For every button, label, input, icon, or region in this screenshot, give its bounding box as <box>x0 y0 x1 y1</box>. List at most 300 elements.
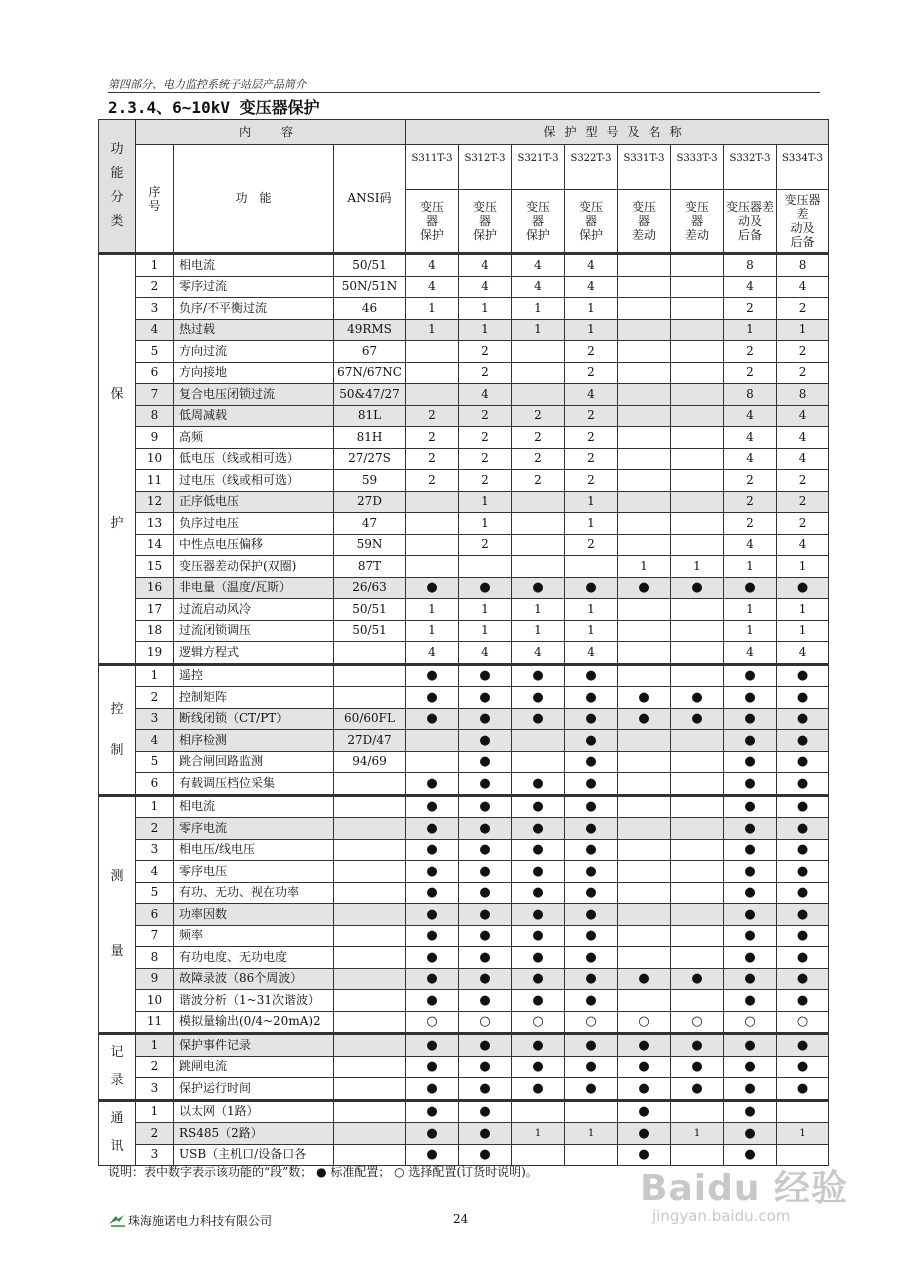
value-cell: 2 <box>459 341 512 363</box>
table-row <box>99 319 829 341</box>
value-cell: 1 <box>777 319 829 341</box>
header-func-class-char: 分 <box>110 190 124 205</box>
value-cell: ● <box>777 687 829 709</box>
category-char: 测 <box>110 869 124 885</box>
model-name-line: 器 <box>478 214 491 228</box>
function-cell: 零序电流 <box>174 818 334 840</box>
ansi-cell: 46 <box>334 298 406 320</box>
value-cell <box>618 448 671 470</box>
value-cell: 4 <box>406 254 459 277</box>
value-cell <box>777 1100 829 1123</box>
value-cell: 1 <box>777 556 829 578</box>
function-cell: 跳闸电流 <box>174 1056 334 1078</box>
value-cell <box>618 904 671 926</box>
value-cell: 4 <box>459 642 512 665</box>
function-cell: 保护事件记录 <box>174 1034 334 1057</box>
ansi-cell <box>334 882 406 904</box>
value-cell: ● <box>565 577 618 599</box>
value-cell: ● <box>724 990 777 1012</box>
value-cell: 2 <box>724 298 777 320</box>
value-cell: ● <box>406 577 459 599</box>
seq-cell: 2 <box>136 687 174 709</box>
function-cell: 有载调压档位采集 <box>174 773 334 796</box>
value-cell: ● <box>512 882 565 904</box>
value-cell: ● <box>406 947 459 969</box>
table-row <box>99 513 829 535</box>
category-char: 录 <box>110 1072 124 1088</box>
value-cell: ● <box>671 1078 724 1101</box>
function-cell: 低周减载 <box>174 405 334 427</box>
table-row <box>99 470 829 492</box>
model-code: S334T-3 <box>777 145 829 190</box>
header-function: 功 能 <box>174 145 334 254</box>
value-cell <box>671 384 724 406</box>
seq-cell: 4 <box>136 730 174 752</box>
ansi-cell <box>334 1100 406 1123</box>
value-cell <box>671 448 724 470</box>
header-seq-char: 号 <box>148 198 161 213</box>
value-cell: ● <box>618 1078 671 1101</box>
model-name <box>671 190 724 254</box>
value-cell: 1 <box>777 1123 829 1145</box>
value-cell: ● <box>459 773 512 796</box>
value-cell: 2 <box>565 427 618 449</box>
ansi-cell: 87T <box>334 556 406 578</box>
value-cell: 1 <box>565 319 618 341</box>
value-cell: ● <box>406 990 459 1012</box>
value-cell <box>671 947 724 969</box>
function-cell: 控制矩阵 <box>174 687 334 709</box>
value-cell: 1 <box>406 620 459 642</box>
value-cell: 4 <box>459 384 512 406</box>
function-cell: 非电量（温度/瓦斯） <box>174 577 334 599</box>
table-note: 说明：表中数字表示该功能的“段”数； ● 标准配置； ○ 选择配置(订货时说明)。 <box>108 1165 538 1179</box>
table-row <box>99 1123 829 1145</box>
value-cell: 2 <box>406 448 459 470</box>
value-cell: ● <box>459 947 512 969</box>
value-cell: 1 <box>459 491 512 513</box>
category-char: 制 <box>110 742 124 758</box>
value-cell <box>618 861 671 883</box>
value-cell: ● <box>512 1078 565 1101</box>
model-name <box>406 190 459 254</box>
value-cell: ● <box>406 708 459 730</box>
seq-cell: 7 <box>136 925 174 947</box>
value-cell: 1 <box>459 298 512 320</box>
table-row <box>99 968 829 990</box>
header-content: 内 容 <box>136 120 406 145</box>
ansi-cell: 59N <box>334 534 406 556</box>
value-cell <box>618 882 671 904</box>
value-cell <box>512 730 565 752</box>
value-cell <box>618 947 671 969</box>
value-cell: ● <box>724 795 777 818</box>
seq-cell: 5 <box>136 341 174 363</box>
value-cell: 2 <box>777 298 829 320</box>
header-ansi: ANSI码 <box>334 145 406 254</box>
value-cell: 1 <box>406 319 459 341</box>
value-cell: ● <box>777 708 829 730</box>
seq-cell: 9 <box>136 427 174 449</box>
category-cell <box>99 795 136 1034</box>
value-cell: 1 <box>565 620 618 642</box>
value-cell: ● <box>777 882 829 904</box>
value-cell <box>618 620 671 642</box>
value-cell: 4 <box>777 276 829 298</box>
value-cell <box>565 556 618 578</box>
header-seq <box>136 145 174 254</box>
value-cell: ● <box>512 968 565 990</box>
value-cell: ● <box>777 861 829 883</box>
value-cell: 4 <box>565 384 618 406</box>
seq-cell: 10 <box>136 990 174 1012</box>
model-name-line: 动及 <box>737 214 762 228</box>
model-name <box>777 190 829 254</box>
value-cell: ● <box>406 1123 459 1145</box>
value-cell: 4 <box>724 534 777 556</box>
seq-cell: 9 <box>136 968 174 990</box>
value-cell: ● <box>459 990 512 1012</box>
model-name-line: 保护 <box>419 228 444 242</box>
table-row <box>99 1034 829 1057</box>
model-name-line: 变压 <box>472 200 497 214</box>
function-cell: 功率因数 <box>174 904 334 926</box>
ansi-cell: 67 <box>334 341 406 363</box>
value-cell <box>406 513 459 535</box>
table-row <box>99 405 829 427</box>
value-cell <box>618 362 671 384</box>
ansi-cell: 50N/51N <box>334 276 406 298</box>
ansi-cell <box>334 1056 406 1078</box>
function-cell: 正序低电压 <box>174 491 334 513</box>
value-cell: 4 <box>512 254 565 277</box>
value-cell: ● <box>565 1078 618 1101</box>
value-cell: 1 <box>618 556 671 578</box>
model-name-line: 器 <box>531 214 544 228</box>
value-cell: ● <box>459 1056 512 1078</box>
seq-cell: 16 <box>136 577 174 599</box>
model-name-line: 器 <box>637 214 650 228</box>
function-cell: 复合电压闭锁过流 <box>174 384 334 406</box>
seq-cell: 18 <box>136 620 174 642</box>
value-cell <box>671 405 724 427</box>
model-name-line: 动及 <box>790 221 815 235</box>
model-name-line: 变压 <box>684 200 709 214</box>
table-row <box>99 599 829 621</box>
seq-cell: 5 <box>136 751 174 773</box>
value-cell <box>618 664 671 687</box>
header-row-1 <box>99 120 829 145</box>
value-cell: 2 <box>406 405 459 427</box>
value-cell: ● <box>777 577 829 599</box>
baidu-watermark <box>640 1160 860 1240</box>
value-cell: ● <box>565 925 618 947</box>
function-cell: 方向接地 <box>174 362 334 384</box>
value-cell: 2 <box>565 470 618 492</box>
value-cell: 4 <box>565 254 618 277</box>
value-cell: ● <box>724 839 777 861</box>
value-cell <box>406 751 459 773</box>
value-cell: 4 <box>724 405 777 427</box>
value-cell: ● <box>724 708 777 730</box>
value-cell <box>618 513 671 535</box>
value-cell: ● <box>406 1144 459 1166</box>
value-cell <box>671 664 724 687</box>
value-cell <box>671 795 724 818</box>
value-cell: ● <box>406 1100 459 1123</box>
ansi-cell: 49RMS <box>334 319 406 341</box>
value-cell: 2 <box>459 470 512 492</box>
value-cell: 4 <box>512 276 565 298</box>
value-cell: 4 <box>777 642 829 665</box>
value-cell: ● <box>724 1056 777 1078</box>
value-cell: 2 <box>777 470 829 492</box>
value-cell: ● <box>565 751 618 773</box>
table-row <box>99 254 829 277</box>
value-cell: ● <box>565 818 618 840</box>
table-row <box>99 362 829 384</box>
value-cell: 1 <box>459 599 512 621</box>
function-cell: 热过载 <box>174 319 334 341</box>
ansi-cell <box>334 1034 406 1057</box>
value-cell: ● <box>565 664 618 687</box>
model-code: S322T-3 <box>565 145 618 190</box>
value-cell <box>671 276 724 298</box>
table-row <box>99 1078 829 1101</box>
seq-cell: 2 <box>136 1123 174 1145</box>
value-cell: 2 <box>724 362 777 384</box>
value-cell <box>671 730 724 752</box>
value-cell: 1 <box>724 319 777 341</box>
ansi-cell <box>334 795 406 818</box>
value-cell: ● <box>406 925 459 947</box>
value-cell: ● <box>512 1034 565 1057</box>
value-cell: 4 <box>565 642 618 665</box>
value-cell <box>618 470 671 492</box>
value-cell: 8 <box>777 384 829 406</box>
value-cell: ● <box>459 861 512 883</box>
ansi-cell <box>334 839 406 861</box>
value-cell: ● <box>777 818 829 840</box>
value-cell: ● <box>406 1034 459 1057</box>
value-cell: 1 <box>512 599 565 621</box>
value-cell <box>618 839 671 861</box>
value-cell: ● <box>512 708 565 730</box>
seq-cell: 3 <box>136 1144 174 1166</box>
value-cell <box>618 990 671 1012</box>
table-row <box>99 298 829 320</box>
value-cell: ● <box>777 730 829 752</box>
model-code: S331T-3 <box>618 145 671 190</box>
value-cell <box>671 882 724 904</box>
table-row <box>99 577 829 599</box>
function-cell: 变压器差动保护(双圈) <box>174 556 334 578</box>
value-cell: 2 <box>777 513 829 535</box>
value-cell: 2 <box>565 534 618 556</box>
model-name-line: 保护 <box>578 228 603 242</box>
function-cell: 负序过电压 <box>174 513 334 535</box>
category-cell <box>99 1100 136 1166</box>
function-cell: 保护运行时间 <box>174 1078 334 1101</box>
value-cell: ● <box>565 687 618 709</box>
header-row-2 <box>99 145 829 190</box>
function-cell: 过电压（线或相可选） <box>174 470 334 492</box>
value-cell: ● <box>724 968 777 990</box>
table-row <box>99 384 829 406</box>
value-cell: ○ <box>512 1011 565 1034</box>
seq-cell: 1 <box>136 664 174 687</box>
value-cell: 1 <box>565 513 618 535</box>
model-name-line: 保护 <box>525 228 550 242</box>
value-cell: 2 <box>565 341 618 363</box>
header-func-class-char: 能 <box>110 166 124 181</box>
company-logo <box>108 1212 272 1229</box>
value-cell: 2 <box>724 341 777 363</box>
value-cell: ○ <box>671 1011 724 1034</box>
value-cell <box>671 254 724 277</box>
seq-cell: 3 <box>136 708 174 730</box>
table-row <box>99 534 829 556</box>
value-cell: ● <box>618 1144 671 1166</box>
model-name-line: 变压器差 <box>784 193 821 221</box>
value-cell <box>618 599 671 621</box>
value-cell <box>618 795 671 818</box>
value-cell: ● <box>777 1056 829 1078</box>
value-cell: ● <box>724 818 777 840</box>
table-row <box>99 839 829 861</box>
value-cell <box>618 405 671 427</box>
value-cell: ● <box>618 1034 671 1057</box>
value-cell: 2 <box>565 405 618 427</box>
function-cell: RS485（2路） <box>174 1123 334 1145</box>
value-cell: ● <box>459 1100 512 1123</box>
value-cell <box>512 491 565 513</box>
value-cell: ● <box>724 773 777 796</box>
seq-cell: 3 <box>136 839 174 861</box>
function-cell: 跳合闸回路监测 <box>174 751 334 773</box>
value-cell <box>671 513 724 535</box>
category-char: 护 <box>110 515 124 531</box>
value-cell: ● <box>565 1056 618 1078</box>
value-cell: ● <box>459 1123 512 1145</box>
value-cell: ● <box>671 1034 724 1057</box>
seq-cell: 1 <box>136 1100 174 1123</box>
value-cell <box>618 925 671 947</box>
header-func-class <box>99 120 136 254</box>
value-cell <box>406 556 459 578</box>
value-cell: ● <box>512 577 565 599</box>
value-cell <box>512 1100 565 1123</box>
table-row <box>99 1011 829 1034</box>
value-cell: 1 <box>406 298 459 320</box>
value-cell: ● <box>671 1056 724 1078</box>
model-name-line: 变压 <box>525 200 550 214</box>
value-cell <box>406 341 459 363</box>
value-cell <box>671 534 724 556</box>
table-body <box>99 120 829 1166</box>
function-cell: 相电流 <box>174 254 334 277</box>
value-cell: ● <box>459 730 512 752</box>
value-cell: 2 <box>512 448 565 470</box>
value-cell <box>512 513 565 535</box>
value-cell <box>671 427 724 449</box>
value-cell: ● <box>724 904 777 926</box>
value-cell: 1 <box>512 620 565 642</box>
function-cell: 过流闭锁调压 <box>174 620 334 642</box>
value-cell: 2 <box>459 405 512 427</box>
value-cell: ● <box>724 925 777 947</box>
value-cell: ○ <box>459 1011 512 1034</box>
seq-cell: 2 <box>136 818 174 840</box>
value-cell: ● <box>565 904 618 926</box>
value-cell: ● <box>459 839 512 861</box>
value-cell: ● <box>512 1056 565 1078</box>
value-cell: 1 <box>777 599 829 621</box>
model-name-line: 变压 <box>419 200 444 214</box>
value-cell <box>512 534 565 556</box>
ansi-cell <box>334 818 406 840</box>
value-cell <box>671 642 724 665</box>
seq-cell: 4 <box>136 861 174 883</box>
value-cell: ● <box>618 1056 671 1078</box>
model-name-line: 器 <box>690 214 703 228</box>
model-name-line: 变压 <box>631 200 656 214</box>
table-row <box>99 276 829 298</box>
value-cell: 2 <box>512 405 565 427</box>
value-cell: 2 <box>724 491 777 513</box>
value-cell: ● <box>618 687 671 709</box>
value-cell: 1 <box>459 319 512 341</box>
model-name-line: 保护 <box>472 228 497 242</box>
function-cell: 频率 <box>174 925 334 947</box>
ansi-cell <box>334 1011 406 1034</box>
seq-cell: 3 <box>136 298 174 320</box>
value-cell: ● <box>777 904 829 926</box>
running-header: 第四部分、电力监控系统子站层产品简介 <box>108 76 820 93</box>
function-cell: 负序/不平衡过流 <box>174 298 334 320</box>
value-cell: 2 <box>406 470 459 492</box>
value-cell: ● <box>512 773 565 796</box>
value-cell <box>618 751 671 773</box>
value-cell <box>618 491 671 513</box>
value-cell: 8 <box>724 254 777 277</box>
value-cell: ● <box>459 1144 512 1166</box>
value-cell: ● <box>724 947 777 969</box>
value-cell: 2 <box>406 427 459 449</box>
value-cell: ● <box>512 818 565 840</box>
value-cell <box>671 839 724 861</box>
value-cell: ● <box>406 773 459 796</box>
value-cell <box>671 925 724 947</box>
value-cell: ● <box>565 1034 618 1057</box>
model-name-line: 后备 <box>737 228 762 242</box>
value-cell: ● <box>565 947 618 969</box>
value-cell: ● <box>565 730 618 752</box>
function-cell: 低电压（线或相可选） <box>174 448 334 470</box>
function-cell: 有功电度、无功电度 <box>174 947 334 969</box>
value-cell <box>671 620 724 642</box>
value-cell: 4 <box>459 276 512 298</box>
value-cell <box>618 818 671 840</box>
value-cell: 1 <box>565 298 618 320</box>
value-cell: 2 <box>724 470 777 492</box>
value-cell: 4 <box>777 534 829 556</box>
value-cell: ● <box>406 818 459 840</box>
function-cell: 相电压/线电压 <box>174 839 334 861</box>
value-cell: ● <box>724 1123 777 1145</box>
value-cell: 2 <box>459 362 512 384</box>
table-row <box>99 861 829 883</box>
